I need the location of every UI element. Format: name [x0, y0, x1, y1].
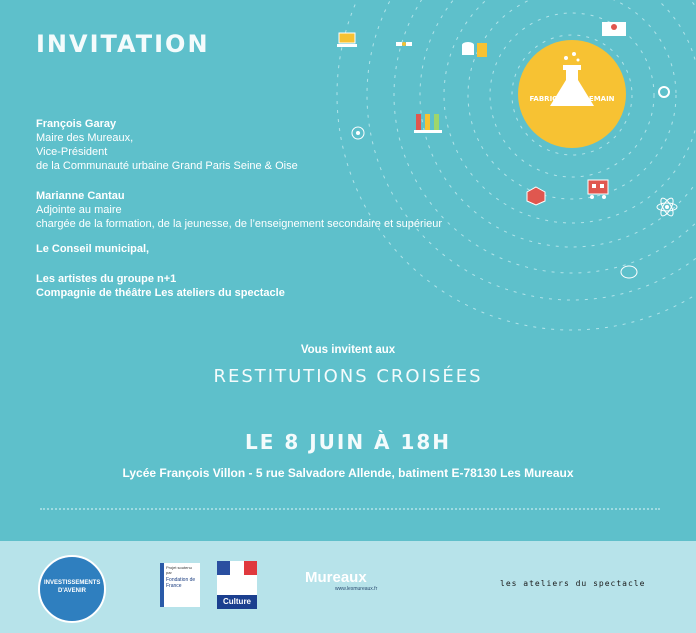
- event-name: RESTITUTIONS CROISÉES: [213, 366, 483, 387]
- fondation-de-france-logo: [160, 563, 200, 607]
- map-pin-icon: [600, 18, 628, 38]
- test-tubes-icon: [414, 112, 442, 134]
- council-line: Le Conseil municipal,: [36, 243, 150, 255]
- host-1: [36, 117, 298, 173]
- rocket-icon: [350, 125, 366, 141]
- investissements-avenir-label: INVESTISSEMENTS D'AVENIR: [44, 580, 101, 594]
- fondation-label: Fondation de France: [166, 577, 196, 589]
- artists-line-2: Compagnie de théâtre Les ateliers du spectacle: [36, 287, 285, 299]
- artists-line-1: Les artistes du groupe n+1: [36, 273, 177, 285]
- host-2-line-2: chargée de la formation, de la jeunesse, de l’enseignement secondaire et supérieur: [36, 218, 443, 230]
- culture-label: Culture: [217, 595, 257, 609]
- host-1-line-2: Vice-Président: [36, 146, 108, 158]
- atom-icon: [655, 195, 679, 219]
- satellite-icon: [395, 35, 413, 53]
- fondation-small-label: Projet soutenu par: [166, 565, 192, 575]
- artists: [36, 272, 285, 300]
- host-1-line-1: Maire des Mureaux,: [36, 132, 134, 144]
- host-2: [36, 189, 442, 231]
- event-date: LE 8 JUIN À 18H: [244, 430, 452, 454]
- ateliers-du-spectacle-logo: les ateliers du spectacle: [500, 579, 646, 588]
- flag-icon: [217, 561, 257, 575]
- cube-icon: [526, 186, 546, 206]
- host-2-line-1: Adjointe au maire: [36, 204, 122, 216]
- host-1-line-3: de la Communauté urbaine Grand Paris Seine & Oise: [36, 160, 298, 172]
- culture-ministry-logo: [217, 561, 257, 609]
- robot-icon: [586, 178, 610, 200]
- mureaux-logo: [305, 569, 377, 592]
- laptop-icon: [336, 32, 358, 48]
- page-title: INVITATION: [36, 30, 210, 58]
- mureaux-website: www.lesmureaux.fr: [335, 586, 378, 592]
- badge-label: FABRIQUONS DEMAIN: [529, 95, 615, 103]
- invite-line: Vous invitent aux: [300, 344, 396, 356]
- fabriquons-demain-badge: [518, 40, 626, 148]
- gear-icon: [656, 84, 672, 100]
- host-1-name: François Garay: [36, 118, 117, 130]
- investissements-avenir-logo: [38, 555, 106, 623]
- divider: [40, 508, 660, 510]
- brain-icon: [620, 264, 638, 280]
- database-icon: [460, 40, 490, 60]
- event-venue: Lycée François Villon - 5 rue Salvadore Allende, batiment E-78130 Les Mureaux: [122, 466, 574, 480]
- host-2-name: Marianne Cantau: [36, 190, 125, 202]
- mureaux-label: Mureaux: [305, 569, 367, 586]
- footer-logos: [0, 541, 696, 633]
